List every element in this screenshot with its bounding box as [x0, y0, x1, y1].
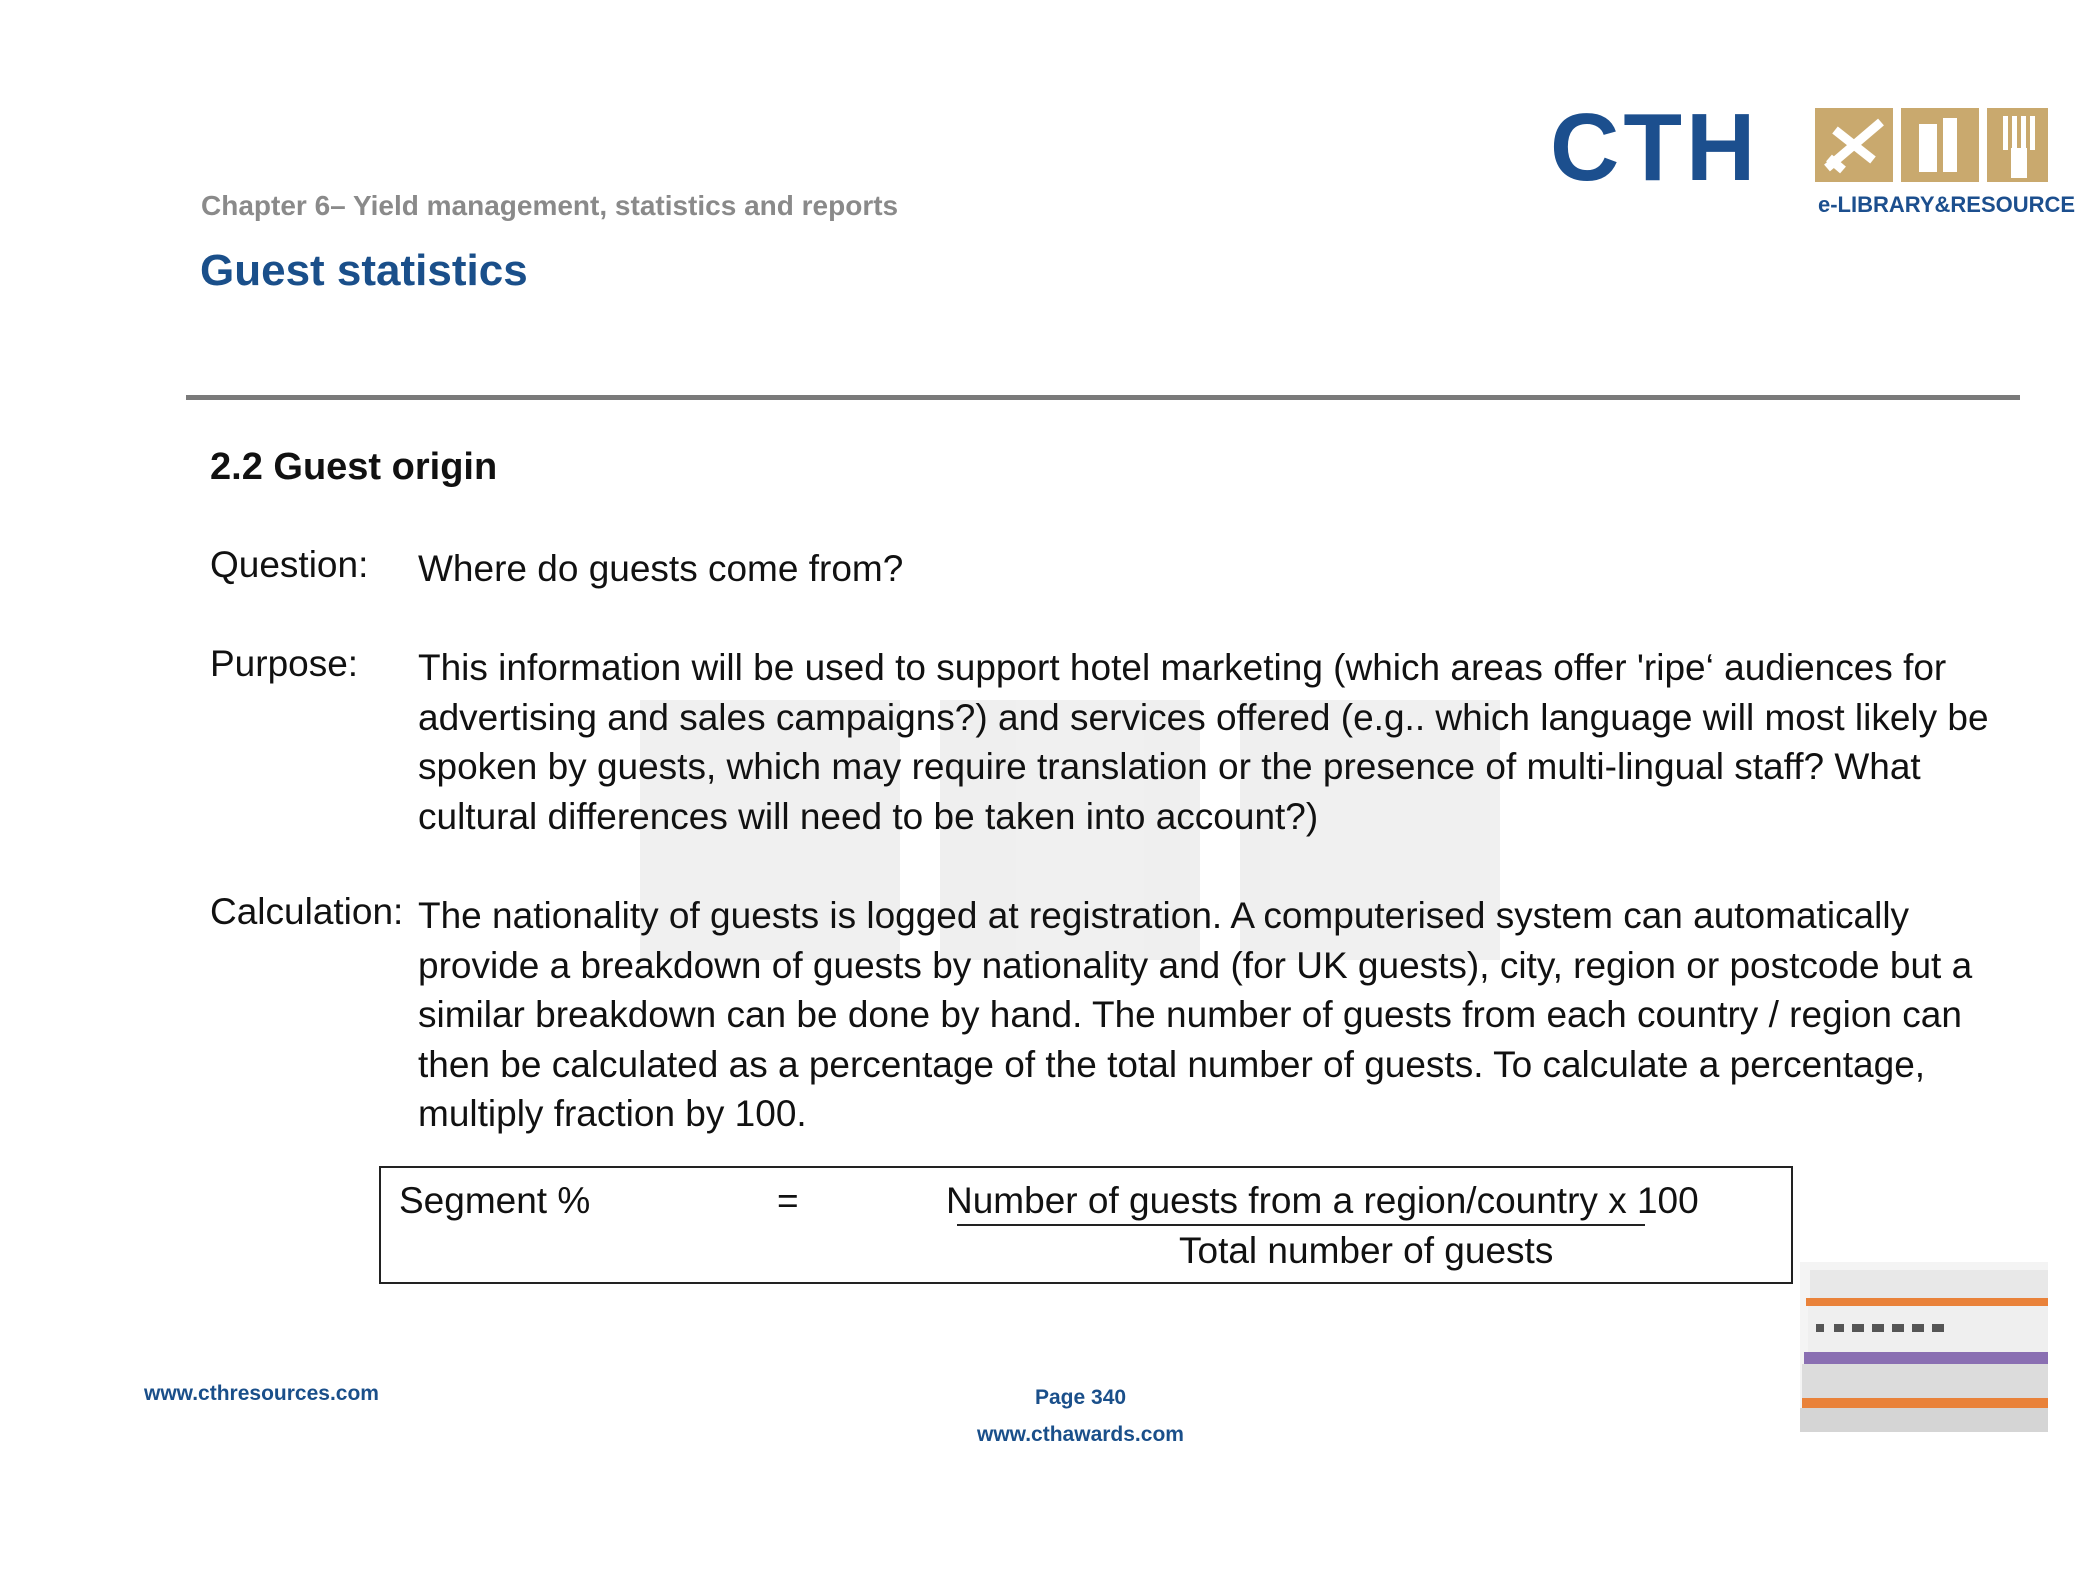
header-divider	[186, 395, 2020, 400]
fraction-bar	[957, 1224, 1645, 1226]
footer-resources-link[interactable]: www.cthresources.com	[144, 1382, 379, 1405]
page-title: Guest statistics	[200, 246, 528, 295]
fork-icon	[1987, 108, 2048, 182]
formula-denominator: Total number of guests	[1179, 1230, 1554, 1271]
purpose-label: Purpose:	[210, 643, 359, 684]
subsection-heading: 2.2 Guest origin	[210, 446, 498, 488]
formula-box	[379, 1166, 1793, 1284]
footer-awards-link[interactable]: www.cthawards.com	[977, 1423, 1184, 1446]
cth-logo-icons	[1815, 108, 2048, 182]
question-text: Where do guests come from?	[418, 548, 904, 589]
calculation-text: The nationality of guests is logged at registration. A computerised system can automatically provide a breakdown of guests by nationality and (for UK guests), city, region or postcode but a similar breakdown can be done by hand. The number of guests from each country / region can then be calculated as a percentage of the total number of guests. To calculate a percentage, multiply fraction by 100.	[418, 895, 1973, 1135]
calculation-label: Calculation:	[210, 891, 404, 932]
stacked-books-image	[1800, 1262, 2048, 1432]
airplane-icon	[1815, 108, 1893, 182]
page-number: Page 340	[1035, 1386, 1127, 1409]
formula-equals: =	[777, 1180, 799, 1221]
chapter-title: Chapter 6– Yield management, statistics and reports	[201, 190, 899, 221]
purpose-text: This information will be used to support hotel marketing (which areas offer 'ripe‘ audiences for advertising and sales campaigns?) and services offered (e.g.. which language will most likely be spoken by guests, which may require translation or the presence of multi-lingual staff? What cultural differences will need to be taken into account?)	[418, 647, 1989, 837]
question-label: Question:	[210, 544, 369, 585]
cth-logo-subtext: e-LIBRARY&RESOURCE	[1818, 192, 2075, 217]
formula-label: Segment %	[399, 1180, 591, 1221]
cth-logo-text: CTH	[1550, 94, 1760, 201]
formula-numerator: Number of guests from a region/country x 100	[946, 1180, 1699, 1221]
building-icon	[1901, 108, 1979, 182]
